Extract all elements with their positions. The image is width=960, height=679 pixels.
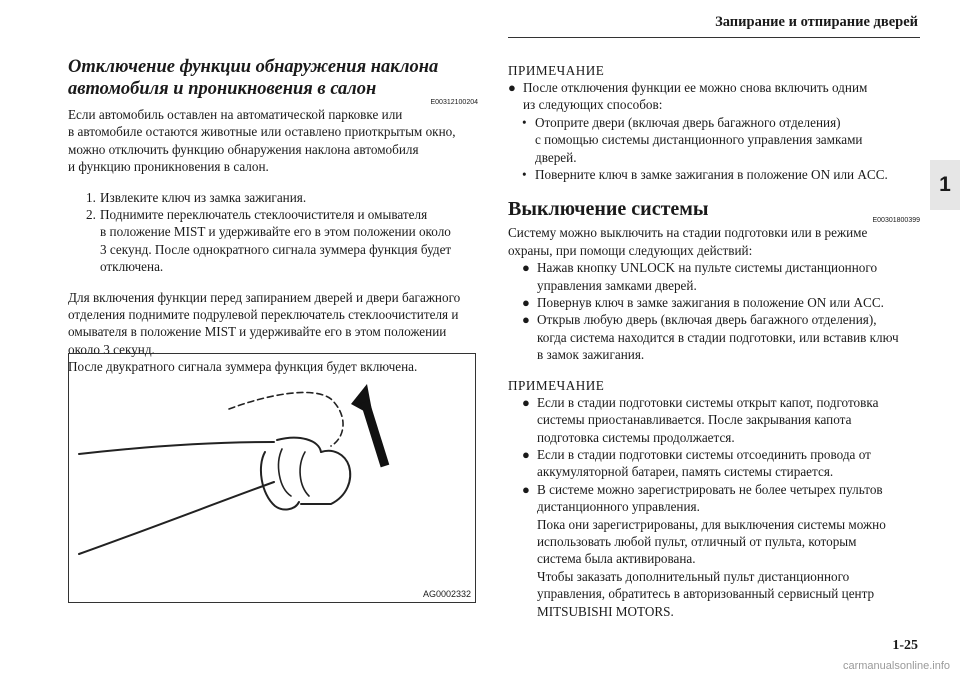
bullet-text bbox=[537, 259, 877, 294]
page-number: 1-25 bbox=[892, 638, 918, 653]
text-line: Если автомобиль оставлен на автоматической парковке или bbox=[68, 107, 403, 122]
disarm-bullet bbox=[508, 311, 920, 363]
step-text: Извлеките ключ из замка зажигания. bbox=[100, 189, 307, 205]
intro-paragraph bbox=[68, 106, 478, 176]
step-text bbox=[100, 206, 451, 276]
disarm-bullet bbox=[508, 259, 920, 294]
subitem-line: дверей. bbox=[535, 149, 577, 165]
bullet-line: система была активирована. bbox=[537, 551, 696, 567]
step-number: 1. bbox=[86, 189, 96, 205]
text-line: Систему можно выключить на стадии подготовки или в режиме bbox=[508, 225, 868, 241]
section-heading-disable-sensors bbox=[68, 56, 478, 100]
step-line: в положение MIST и удерживайте его в этом положении около bbox=[100, 224, 451, 240]
bullet-line: когда система находится в стадии подготовки, или вставив ключ bbox=[537, 329, 899, 345]
note-bullet bbox=[508, 481, 920, 620]
text-line: Для включения функции перед запиранием дверей и двери багажного bbox=[68, 289, 461, 305]
lever-edge-upper bbox=[79, 442, 274, 454]
subitem-line: с помощью системы дистанционного управления замками bbox=[535, 132, 863, 148]
wiper-lever-drawing bbox=[69, 354, 475, 602]
note-subitem bbox=[508, 166, 920, 183]
steps-list bbox=[86, 189, 478, 276]
bullet-icon: ● bbox=[522, 295, 530, 311]
bullet-line: дистанционного управления. bbox=[537, 499, 700, 515]
bullet-icon: ● bbox=[522, 446, 530, 462]
lever-tip-ring bbox=[300, 452, 309, 496]
bullet-line: Если в стадии подготовки системы отсоединить провода от bbox=[537, 446, 871, 462]
lever-edge-lower bbox=[79, 482, 274, 554]
bullet-icon: ● bbox=[522, 481, 530, 497]
section-code: E00301800399 bbox=[872, 217, 920, 225]
bullet-icon: ● bbox=[522, 260, 530, 276]
note-bullet bbox=[508, 394, 920, 446]
page-header-title: Запирание и отпирание дверей bbox=[715, 14, 918, 30]
subitem-line: Отоприте двери (включая дверь багажного отделения) bbox=[535, 114, 841, 130]
text-line: около 3 секунд. bbox=[68, 341, 155, 357]
wiper-lever-illustration bbox=[68, 353, 476, 603]
step-item bbox=[86, 189, 478, 206]
step-item bbox=[86, 206, 478, 276]
section-code: E00312100204 bbox=[430, 99, 478, 106]
bullet-line: из следующих способов: bbox=[523, 97, 663, 113]
bullet-line: MITSUBISHI MOTORS. bbox=[537, 603, 674, 619]
header-rule bbox=[508, 37, 920, 38]
bullet-line: Открыв любую дверь (включая дверь багажного отделения), bbox=[537, 312, 877, 328]
bullet-text bbox=[523, 79, 867, 114]
text-line: охраны, при помощи следующих действий: bbox=[508, 242, 753, 258]
subbullet-icon: • bbox=[522, 114, 527, 130]
lever-collar-top bbox=[277, 438, 321, 452]
heading-line: Отключение функции обнаружения наклона bbox=[68, 57, 439, 77]
bullet-text bbox=[537, 481, 886, 620]
bullet-line: Чтобы заказать дополнительный пульт дистанционного bbox=[537, 568, 850, 584]
note-subitem bbox=[508, 114, 920, 166]
figure-code: AG0002332 bbox=[422, 589, 471, 599]
heading-line: автомобиля и проникновения в салон bbox=[68, 79, 377, 99]
bullet-line: Пока они зарегистрированы, для выключения системы можно bbox=[537, 516, 886, 532]
note-bullet bbox=[508, 79, 920, 114]
lift-arrow-icon bbox=[351, 384, 385, 466]
note-bullet bbox=[508, 446, 920, 481]
disarm-bullet bbox=[508, 294, 920, 311]
text-line: можно отключить функцию обнаружения наклона автомобиля bbox=[68, 141, 419, 157]
bullet-line: системы приостанавливается. После закрывания капота bbox=[537, 412, 852, 428]
left-column bbox=[68, 56, 478, 376]
bullet-icon: ● bbox=[522, 394, 530, 410]
bullet-line: использовать любой пульт, отличный от пульта, которым bbox=[537, 533, 857, 549]
bullet-line: управления, обратитесь в авторизованный сервисный центр bbox=[537, 586, 875, 602]
bullet-line: аккумуляторной батареи, память системы стирается. bbox=[537, 464, 834, 480]
text-line: в автомобиле остаются животные или оставлено приоткрытым окно, bbox=[68, 124, 456, 140]
bullet-line: управления замками дверей. bbox=[537, 277, 697, 293]
bullet-text bbox=[537, 394, 878, 446]
step-line: 3 секунд. После однократного сигнала зуммера функция будет bbox=[100, 241, 452, 257]
chapter-tab: 1 bbox=[930, 160, 960, 210]
step-number: 2. bbox=[86, 207, 96, 223]
text-line: и функцию проникновения в салон. bbox=[68, 159, 269, 175]
step-line: отключена. bbox=[100, 259, 164, 275]
text-line: омывателя в положение MIST и удерживайте его в этом положении bbox=[68, 324, 447, 340]
bullet-line: подготовка системы продолжается. bbox=[537, 429, 735, 445]
bullet-line: В системе можно зарегистрировать не более четырех пультов bbox=[537, 481, 883, 497]
bullet-line: Повернув ключ в замке зажигания в положение ON или ACC. bbox=[537, 295, 884, 311]
bullet-icon: ● bbox=[508, 80, 516, 95]
text-line: После двукратного сигнала зуммера функция будет включена. bbox=[68, 359, 418, 375]
subitem-line: Поверните ключ в замке зажигания в положение ON или ACC. bbox=[535, 167, 888, 183]
bullet-text bbox=[537, 311, 899, 363]
subitem-text bbox=[535, 114, 862, 166]
section-title-disarm: Выключение системы bbox=[508, 198, 709, 221]
note-title: ПРИМЕЧАНИЕ bbox=[508, 377, 605, 393]
note-title: ПРИМЕЧАНИЕ bbox=[508, 63, 605, 78]
text-line: отделения поднимите подрулевой переключатель стеклоочистителя и bbox=[68, 307, 459, 323]
right-column bbox=[508, 62, 920, 620]
bullet-line: Нажав кнопку UNLOCK на пульте системы дистанционного bbox=[537, 260, 878, 276]
bullet-line: После отключения функции ее можно снова включить одним bbox=[523, 80, 868, 95]
bullet-icon: ● bbox=[522, 312, 530, 328]
bullet-line: в замок зажигания. bbox=[537, 347, 645, 363]
subbullet-icon: • bbox=[522, 167, 527, 183]
watermark-link[interactable]: carmanualsonline.info bbox=[842, 660, 950, 672]
bullet-text bbox=[537, 446, 871, 481]
step-line: Поднимите переключатель стеклоочистителя и омывателя bbox=[100, 207, 428, 223]
lever-collar-ring bbox=[279, 449, 291, 496]
bullet-line: Если в стадии подготовки системы открыт капот, подготовка bbox=[537, 394, 879, 410]
